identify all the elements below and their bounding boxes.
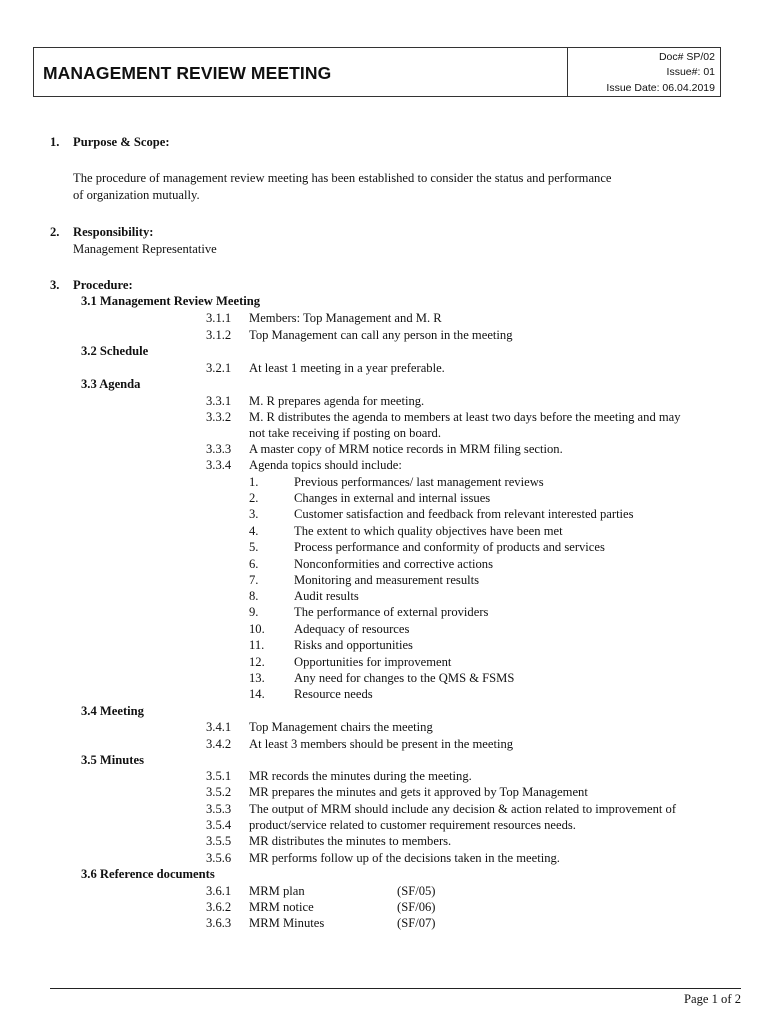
- clause-number: 3.4.1: [206, 720, 232, 734]
- agenda-topic: Changes in external and internal issues: [294, 491, 491, 505]
- clause-text: MR records the minutes during the meeting.: [249, 769, 472, 783]
- subsection-title: 3.6 Reference documents: [81, 867, 215, 881]
- clause-number: 3.1.2: [206, 328, 232, 342]
- responsibility-text: Management Representative: [73, 242, 217, 256]
- clause-number: 3.6.2: [206, 900, 232, 914]
- clause-number: 3.1.1: [206, 311, 232, 325]
- clause-text-continued: not take receiving if posting on board.: [249, 426, 442, 440]
- agenda-topic: Any need for changes to the QMS & FSMS: [294, 671, 515, 685]
- reference-document-code: (SF/05): [397, 884, 436, 898]
- page-number: Page 1 of 2: [683, 992, 741, 1006]
- reference-document-name: MRM Minutes: [249, 916, 325, 930]
- clause-text: The output of MRM should include any decision & action related to improvement of: [249, 802, 677, 816]
- subsection-title: 3.1 Management Review Meeting: [81, 294, 261, 308]
- clause-number: 3.3.2: [206, 410, 232, 424]
- subsection-title: 3.5 Minutes: [81, 753, 144, 767]
- clause-text: At least 3 members should be present in the meeting: [249, 737, 514, 751]
- agenda-topic: Previous performances/ last management reviews: [294, 475, 544, 489]
- agenda-topic: The performance of external providers: [294, 605, 489, 619]
- issue-date: Issue Date: 06.04.2019: [606, 81, 715, 94]
- agenda-topic: Resource needs: [294, 687, 373, 701]
- clause-text: MR prepares the minutes and gets it approved by Top Management: [249, 785, 588, 799]
- purpose-text-line: of organization mutually.: [73, 188, 200, 202]
- clause-text: At least 1 meeting in a year preferable.: [249, 361, 445, 375]
- agenda-topic-number: 13.: [249, 671, 265, 685]
- clause-text: A master copy of MRM notice records in MRM filing section.: [249, 442, 563, 456]
- agenda-topic-number: 1.: [249, 475, 259, 489]
- agenda-topic-number: 11.: [249, 638, 265, 652]
- doc-number: Doc# SP/02: [658, 51, 715, 63]
- agenda-topic-number: 7.: [249, 573, 259, 587]
- clause-text: Agenda topics should include:: [249, 458, 402, 472]
- agenda-topic: The extent to which quality objectives have been met: [294, 524, 563, 538]
- section-title-responsibility: Responsibility:: [73, 225, 154, 239]
- section-title-purpose: Purpose & Scope:: [73, 135, 170, 149]
- clause-number: 3.3.1: [206, 394, 232, 408]
- subsection-title: 3.4 Meeting: [81, 704, 144, 718]
- reference-document-name: MRM plan: [249, 884, 305, 898]
- section-title-procedure: Procedure:: [73, 278, 133, 292]
- agenda-topic: Audit results: [294, 589, 359, 603]
- agenda-topic: Adequacy of resources: [294, 622, 410, 636]
- clause-text: MR performs follow up of the decisions taken in the meeting.: [249, 851, 560, 865]
- clause-text: M. R distributes the agenda to members at least two days before the meeting and may: [249, 410, 681, 424]
- clause-number: 3.2.1: [206, 361, 232, 375]
- document-meta: [567, 48, 720, 96]
- document-title: MANAGEMENT REVIEW MEETING: [43, 63, 332, 83]
- agenda-topic-number: 8.: [249, 589, 259, 603]
- issue-number: Issue#: 01: [666, 66, 715, 79]
- agenda-topic: Customer satisfaction and feedback from relevant interested parties: [294, 507, 634, 521]
- section-number: 3.: [50, 278, 60, 292]
- reference-document-code: (SF/06): [397, 900, 436, 914]
- clause-number: 3.5.2: [206, 785, 232, 799]
- agenda-topic: Opportunities for improvement: [294, 655, 452, 669]
- subsection-title: 3.3 Agenda: [81, 377, 141, 391]
- agenda-topic-number: 10.: [249, 622, 265, 636]
- clause-text: Top Management can call any person in the meeting: [249, 328, 513, 342]
- section-number: 1.: [50, 135, 60, 149]
- clause-number: 3.5.5: [206, 834, 232, 848]
- footer-divider: [50, 988, 741, 989]
- clause-number: 3.6.3: [206, 916, 232, 930]
- document-header: [33, 47, 721, 97]
- clause-number: 3.4.2: [206, 737, 232, 751]
- clause-number: 3.5.4: [206, 818, 232, 832]
- subsection-title: 3.2 Schedule: [81, 344, 149, 358]
- agenda-topic-number: 6.: [249, 557, 259, 571]
- clause-number: 3.6.1: [206, 884, 232, 898]
- clause-number: 3.5.6: [206, 851, 232, 865]
- agenda-topic: Nonconformities and corrective actions: [294, 557, 493, 571]
- reference-document-name: MRM notice: [249, 900, 314, 914]
- agenda-topic-number: 5.: [249, 540, 259, 554]
- reference-document-code: (SF/07): [397, 916, 436, 930]
- clause-text: Members: Top Management and M. R: [249, 311, 442, 325]
- clause-text: M. R prepares agenda for meeting.: [249, 394, 425, 408]
- agenda-topic-number: 9.: [249, 605, 259, 619]
- clause-number: 3.5.1: [206, 769, 232, 783]
- agenda-topic: Risks and opportunities: [294, 638, 413, 652]
- agenda-topic: Process performance and conformity of products and services: [294, 540, 605, 554]
- clause-text: product/service related to customer requirement resources needs.: [249, 818, 576, 832]
- clause-text: MR distributes the minutes to members.: [249, 834, 452, 848]
- clause-number: 3.3.3: [206, 442, 232, 456]
- agenda-topic-number: 3.: [249, 507, 259, 521]
- clause-number: 3.3.4: [206, 458, 232, 472]
- agenda-topic: Monitoring and measurement results: [294, 573, 480, 587]
- purpose-text-line: The procedure of management review meeting has been established to consider the status and performance: [73, 171, 612, 185]
- agenda-topic-number: 12.: [249, 655, 265, 669]
- clause-text: Top Management chairs the meeting: [249, 720, 433, 734]
- agenda-topic-number: 2.: [249, 491, 259, 505]
- clause-number: 3.5.3: [206, 802, 232, 816]
- agenda-topic-number: 14.: [249, 687, 265, 701]
- agenda-topic-number: 4.: [249, 524, 259, 538]
- section-number: 2.: [50, 225, 60, 239]
